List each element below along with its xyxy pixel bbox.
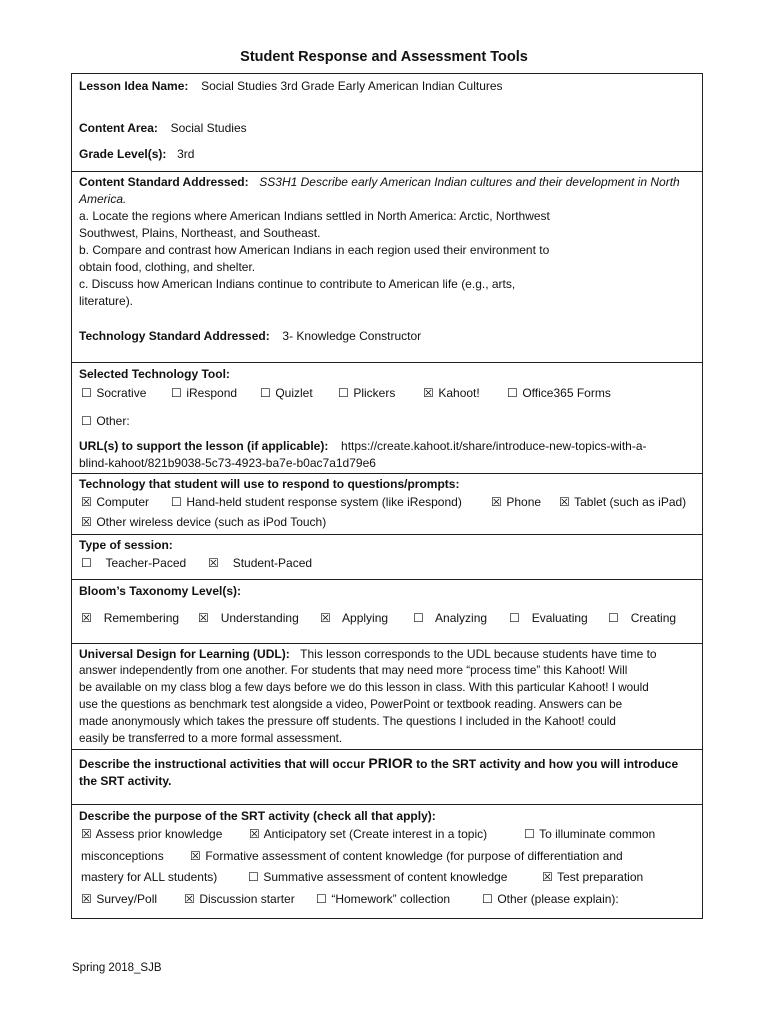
udl-line: use the questions as benchmark test alongside a video, PowerPoint or textbook reading. Answers can be (79, 698, 623, 711)
content-area-row (79, 120, 247, 136)
option-label: Other: (96, 414, 130, 428)
checkbox-icon[interactable]: ☒ (491, 495, 502, 509)
option-label: Phone (506, 495, 542, 509)
lesson-url-link[interactable]: https://create.kahoot.it/share/introduce-new-topics-with-a- (341, 439, 647, 453)
option-label: Teacher-Paced (105, 556, 187, 570)
tool-option-socrative[interactable] (81, 385, 146, 401)
option-label: Applying (342, 611, 389, 625)
blooms-taxonomy-label: Bloom’s Taxonomy Level(s): (79, 584, 242, 598)
udl-line: answer independently from one another. For students that may need more “process time” this Kahoot! Will (79, 664, 628, 677)
checkbox-icon[interactable]: ☐ (248, 870, 259, 884)
session-type-section (72, 534, 702, 580)
checkbox-icon[interactable]: ☒ (81, 495, 92, 509)
checkbox-icon[interactable]: ☐ (171, 386, 182, 400)
content-area-value: Social Studies (170, 121, 247, 135)
purpose-section (72, 804, 702, 921)
option-label: iRespond (186, 386, 238, 400)
device-option-phone[interactable] (491, 494, 541, 510)
tech-standard-value: 3- Knowledge Constructor (282, 329, 422, 343)
bloom-option-evaluating[interactable] (509, 610, 588, 626)
checkbox-icon[interactable]: ☒ (81, 515, 92, 529)
tool-option-irespond[interactable] (171, 385, 237, 401)
lesson-name-label: Lesson Idea Name: (79, 79, 189, 93)
device-option-tablet[interactable] (559, 494, 686, 510)
checkbox-icon[interactable]: ☒ (81, 827, 92, 841)
standards-section (72, 171, 702, 363)
checkbox-icon[interactable]: ☐ (608, 611, 619, 625)
prior-activities-section (72, 749, 702, 805)
checkbox-icon[interactable]: ☒ (81, 611, 92, 625)
content-standard-row (79, 174, 680, 190)
option-label: Hand-held student response system (like iRespond) (186, 495, 462, 509)
checkbox-icon[interactable]: ☐ (482, 892, 493, 906)
checkbox-icon[interactable]: ☐ (338, 386, 349, 400)
tool-option-kahoot[interactable] (423, 385, 480, 401)
content-standard-value-cont: America. (79, 192, 127, 206)
technology-tool-section (72, 362, 702, 474)
device-option-computer[interactable] (81, 494, 149, 510)
standard-line: obtain food, clothing, and shelter. (79, 260, 256, 274)
option-label: Test preparation (557, 870, 644, 884)
checkbox-icon[interactable]: ☐ (81, 386, 92, 400)
checkbox-icon[interactable]: ☒ (559, 495, 570, 509)
option-label: Quizlet (275, 386, 313, 400)
udl-line: made anonymously which takes the pressure off students. The questions I included in the Kahoot! could (79, 715, 616, 728)
standard-line: literature). (79, 294, 134, 308)
tech-standard-row (79, 328, 421, 344)
purpose-option-summative[interactable] (248, 869, 507, 885)
standard-line: b. Compare and contrast how American Indians in each region used their environment to (79, 243, 550, 257)
checkbox-icon[interactable]: ☐ (260, 386, 271, 400)
checkbox-icon[interactable]: ☐ (171, 495, 182, 509)
url-label: URL(s) to support the lesson (if applicable): (79, 439, 329, 453)
option-label: Understanding (220, 611, 299, 625)
checkbox-icon[interactable]: ☐ (509, 611, 520, 625)
lesson-name-row (79, 78, 503, 94)
udl-section (72, 643, 702, 750)
option-label: Remembering (103, 611, 180, 625)
checkbox-icon[interactable]: ☐ (316, 892, 327, 906)
option-label: Assess prior knowledge (95, 827, 223, 841)
option-label: Summative assessment of content knowledge (263, 870, 508, 884)
purpose-option-homework[interactable] (316, 891, 450, 907)
checkbox-icon[interactable]: ☒ (184, 892, 195, 906)
checkbox-icon[interactable]: ☐ (524, 827, 535, 841)
session-option-teacher-paced[interactable] (81, 555, 186, 571)
tool-option-quizlet[interactable] (260, 385, 313, 401)
blooms-taxonomy-section (72, 579, 702, 644)
checkbox-icon[interactable]: ☒ (249, 827, 260, 841)
response-devices-label: Technology that student will use to respond to questions/prompts: (79, 477, 460, 491)
purpose-option-formative-cont: mastery for ALL students) (81, 870, 218, 884)
purpose-option-prior-knowledge[interactable] (81, 826, 222, 842)
prior-emphasis: PRIOR (368, 755, 413, 771)
device-option-handheld[interactable] (171, 494, 462, 510)
grade-level-row (79, 146, 194, 162)
url-row (79, 438, 647, 454)
option-label: “Homework” collection (331, 892, 451, 906)
udl-text: This lesson corresponds to the UDL because students have time to (300, 647, 657, 661)
document-title: Student Response and Assessment Tools (240, 49, 528, 65)
checkbox-icon[interactable]: ☒ (542, 870, 553, 884)
technology-tool-label: Selected Technology Tool: (79, 367, 230, 381)
option-label: Computer (96, 495, 150, 509)
option-label: Other (please explain): (497, 892, 619, 906)
purpose-option-anticipatory-set[interactable] (249, 826, 487, 842)
checkbox-icon[interactable]: ☒ (190, 849, 201, 863)
bloom-option-creating[interactable] (608, 610, 676, 626)
content-standard-value: SS3H1 Describe early American Indian cultures and their development in North (259, 175, 680, 189)
bloom-option-applying[interactable] (320, 610, 388, 626)
purpose-option-misconceptions[interactable] (524, 826, 655, 842)
option-label: To illuminate common (539, 827, 656, 841)
checkbox-icon[interactable]: ☒ (320, 611, 331, 625)
tool-option-plickers[interactable] (338, 385, 395, 401)
option-label: Plickers (353, 386, 396, 400)
option-label: Office365 Forms (522, 386, 611, 400)
option-label: Creating (630, 611, 677, 625)
bloom-option-understanding[interactable] (198, 610, 299, 626)
checkbox-icon[interactable]: ☒ (423, 386, 434, 400)
session-type-label: Type of session: (79, 538, 173, 552)
option-label: Student-Paced (232, 556, 313, 570)
udl-line: easily be transferred to a more formal assessment. (79, 732, 343, 745)
grade-level-value: 3rd (177, 147, 195, 161)
option-label: Tablet (such as iPad) (574, 495, 687, 509)
response-devices-section (72, 473, 702, 535)
option-label: Survey/Poll (96, 892, 158, 906)
lesson-info-section (72, 74, 702, 171)
checkbox-icon[interactable]: ☐ (413, 611, 424, 625)
standard-line: c. Discuss how American Indians continue to contribute to American life (e.g., arts, (79, 277, 516, 291)
purpose-option-misconceptions-cont: misconceptions (81, 849, 164, 863)
prior-prompt-part: Describe the instructional activities that will occur (79, 757, 366, 771)
content-standard-label: Content Standard Addressed: (79, 175, 249, 189)
tech-standard-label: Technology Standard Addressed: (79, 329, 270, 343)
session-option-student-paced[interactable] (208, 555, 312, 571)
tool-option-other[interactable] (81, 413, 130, 429)
standard-line: Southwest, Plains, Northeast, and Southeast. (79, 226, 321, 240)
checkbox-icon[interactable]: ☒ (208, 556, 219, 570)
tool-option-office365-forms[interactable] (507, 385, 611, 401)
purpose-option-discussion-starter[interactable] (184, 891, 295, 907)
checkbox-icon[interactable]: ☐ (507, 386, 518, 400)
bloom-option-analyzing[interactable] (413, 610, 487, 626)
purpose-option-survey-poll[interactable] (81, 891, 157, 907)
option-label: Anticipatory set (Create interest in a topic) (263, 827, 488, 841)
checkbox-icon[interactable]: ☐ (81, 414, 92, 428)
standard-line: a. Locate the regions where American Indians settled in North America: Arctic, Northwest (79, 209, 550, 223)
option-label: Kahoot! (438, 386, 480, 400)
udl-label: Universal Design for Learning (UDL): (79, 647, 290, 661)
purpose-label: Describe the purpose of the SRT activity (check all that apply): (79, 809, 436, 823)
page-footer: Spring 2018_SJB (72, 962, 162, 974)
purpose-option-other[interactable] (482, 891, 619, 907)
udl-line: be available on my class blog a few days before we do this lesson in class. With this particular Kahoot! I would (79, 681, 649, 694)
option-label: Analyzing (435, 611, 488, 625)
assessment-form (71, 73, 703, 919)
option-label: Evaluating (531, 611, 588, 625)
option-label: Formative assessment of content knowledge (for purpose of differentiation and (205, 849, 623, 863)
lesson-url-link-cont[interactable]: blind-kahoot/821b9038-5c73-4923-ba7e-b0ac7a1d79e6 (79, 456, 376, 470)
prior-activities-prompt (79, 755, 678, 772)
checkbox-icon[interactable]: ☐ (81, 556, 92, 570)
content-area-label: Content Area: (79, 121, 158, 135)
option-label: Discussion starter (199, 892, 295, 906)
purpose-option-formative[interactable] (190, 848, 623, 864)
option-label: Other wireless device (such as iPod Touch) (96, 515, 327, 529)
purpose-option-test-prep[interactable] (542, 869, 643, 885)
lesson-name-value: Social Studies 3rd Grade Early American Indian Cultures (201, 79, 503, 93)
checkbox-icon[interactable]: ☒ (198, 611, 209, 625)
prior-prompt-cont: the SRT activity. (79, 774, 172, 788)
prior-prompt-part: to the SRT activity and how you will introduce (416, 757, 679, 771)
grade-level-label: Grade Level(s): (79, 147, 167, 161)
bloom-option-remembering[interactable] (81, 610, 179, 626)
option-label: Socrative (96, 386, 147, 400)
device-option-wireless[interactable] (81, 514, 326, 530)
checkbox-icon[interactable]: ☒ (81, 892, 92, 906)
udl-row (79, 646, 657, 662)
